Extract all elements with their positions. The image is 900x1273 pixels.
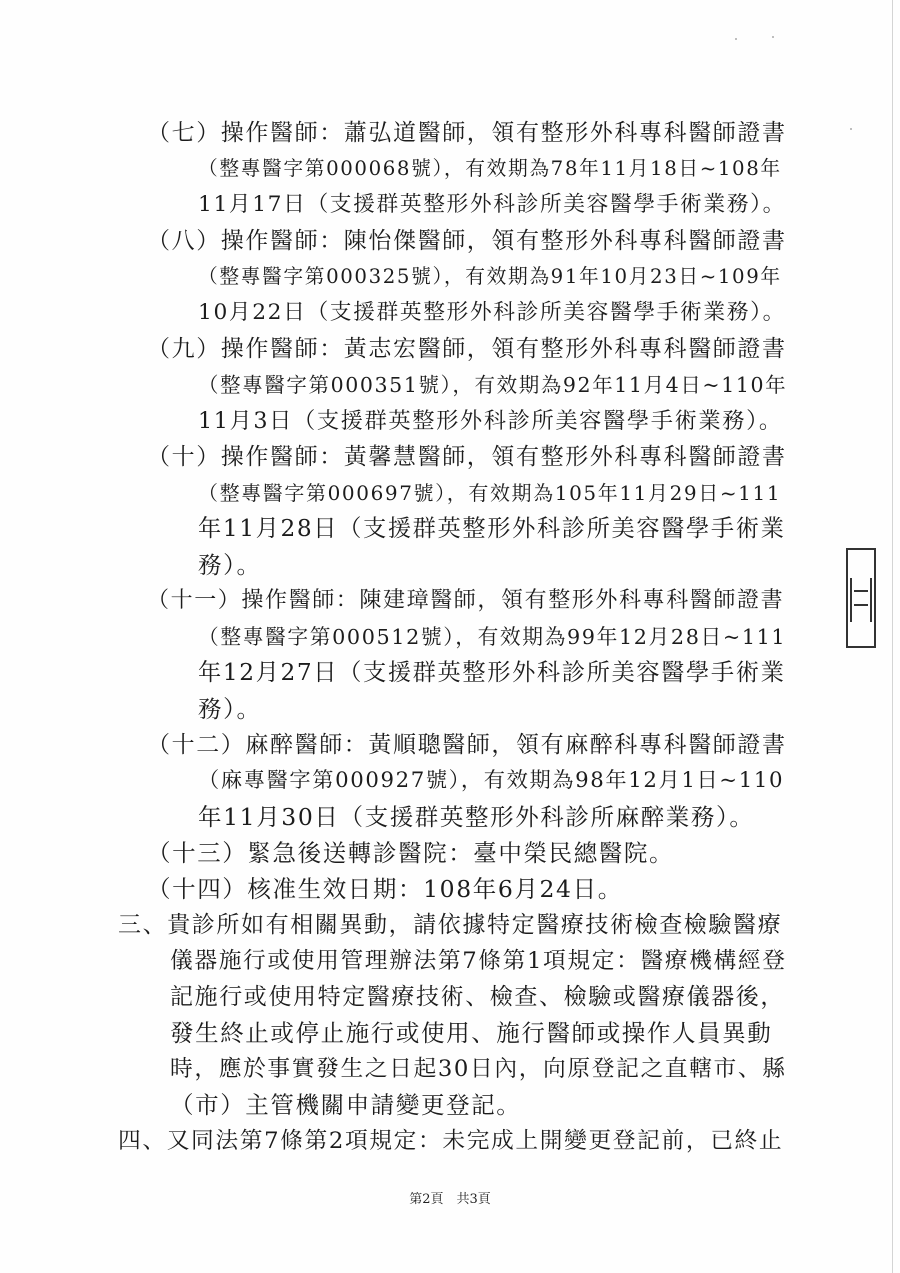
text-line-9: 11月3日（支援群英整形外科診所美容醫學手術業務）。 (198, 408, 783, 434)
text-line-19: （麻專醫字第000927號），有效期為98年12月1日~110 (198, 768, 785, 793)
text-line-20: 年11月30日（支援群英整形外科診所麻醉業務）。 (198, 803, 755, 831)
text-line-27: 時，應於事實發生之日起30日內，向原登記之直轄市、縣 (170, 1056, 787, 1082)
text-line-4: （八）操作醫師：陳怡傑醫師，領有整形外科專科醫師證書 (147, 228, 787, 254)
text-line-17: 務）。 (198, 695, 262, 723)
text-line-5: （整專醫字第000325號），有效期為91年10月23日~109年 (198, 265, 782, 288)
text-line-22: （十四）核准生效日期：108年6月24日。 (147, 875, 623, 903)
text-line-2: （整專醫字第000068號），有效期為78年11月18日~108年 (198, 157, 782, 180)
stamp-glyph (850, 578, 872, 622)
text-line-1: （七）操作醫師：蕭弘道醫師，領有整形外科專科醫師證書 (147, 120, 787, 146)
text-line-11: （整專醫字第000697號），有效期為105年11月29日~111 (198, 481, 782, 505)
scan-speck (850, 128, 852, 130)
text-line-21: （十三）緊急後送轉診醫院：臺中榮民總醫院。 (147, 839, 675, 867)
text-line-29: 四、又同法第7條第2項規定：未完成上開變更登記前，已終止 (118, 1128, 784, 1154)
text-line-14: （十一）操作醫師：陳建璋醫師，領有整形外科專科醫師證書 (147, 588, 785, 613)
scan-speck (772, 36, 774, 38)
scan-edge-line (892, 0, 893, 1273)
text-line-26: 發生終止或停止施行或使用、施行醫師或操作人員異動 (170, 1019, 773, 1047)
text-line-28: （市）主管機關申請變更登記。 (170, 1091, 522, 1119)
text-line-12: 年11月28日（支援群英整形外科診所美容醫學手術業 (198, 515, 786, 542)
binding-stamp-mark (846, 548, 876, 648)
text-line-24: 儀器施行或使用管理辦法第7條第1項規定：醫療機構經登 (170, 948, 787, 974)
text-line-13: 務）。 (198, 551, 262, 579)
text-line-16: 年12月27日（支援群英整形外科診所美容醫學手術業 (198, 659, 786, 686)
text-line-23: 三、貴診所如有相關異動，請依據特定醫療技術檢查檢驗醫療 (118, 912, 783, 938)
text-line-3: 11月17日（支援群英整形外科診所美容醫學手術業務）。 (198, 192, 786, 217)
text-line-8: （整專醫字第000351號），有效期為92年11月4日~110年 (198, 373, 788, 397)
text-line-10: （十）操作醫師：黃馨慧醫師，領有整形外科專科醫師證書 (147, 444, 787, 470)
text-line-7: （九）操作醫師：黃志宏醫師，領有整形外科專科醫師證書 (147, 336, 787, 362)
page-footer: 第2頁 共3頁 (409, 1192, 491, 1207)
scan-speck (735, 38, 737, 40)
text-line-18: （十二）麻醉醫師：黃順聰醫師，領有麻醉科專科醫師證書 (147, 732, 787, 758)
text-line-25: 記施行或使用特定醫療技術、檢查、檢驗或醫療儀器後， (170, 984, 785, 1010)
text-line-15: （整專醫字第000512號），有效期為99年12月28日~111 (198, 625, 787, 649)
text-line-6: 10月22日（支援群英整形外科診所美容醫學手術業務）。 (198, 300, 786, 325)
